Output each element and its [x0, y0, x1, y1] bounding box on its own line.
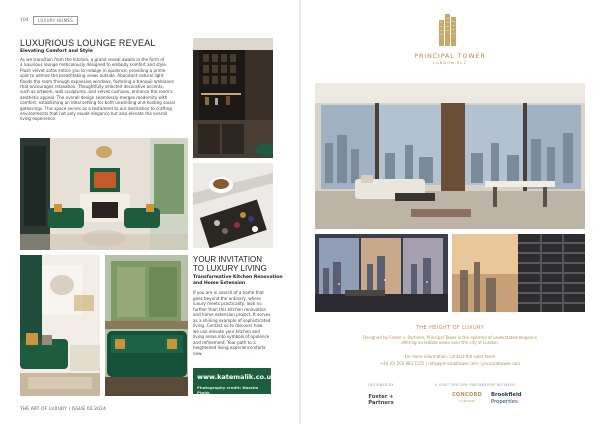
page-footer: THE ART OF LUXURY | ISSUE 02 2024	[20, 407, 107, 412]
body-line: spot to admire the breathtaking views outside. Abundant natural light	[20, 73, 164, 79]
body-line: that encourages relaxation. Thoughtfully selected decorative accents,	[20, 84, 164, 90]
body-line: gatherings. This space serves as a testament to our dedication to crafting	[20, 105, 172, 111]
body-line: Plush velvet sofas entice you to indulge in opulence, providing a prime	[20, 67, 166, 73]
joint-venture-label: A JOINT VENTURE PARTNERSHIP BETWEEN	[434, 383, 516, 387]
article-body	[20, 57, 188, 122]
body-line: If you are in search of a home that	[193, 290, 264, 295]
body-line: environments that not only exude elegance but also elevate the overall	[20, 111, 168, 117]
body-line: and refinement. Your path to a	[193, 339, 256, 345]
body-line: now.	[193, 350, 203, 356]
body-line: such as artwork, wall sculptures, and velvet cushions, enhance the room's	[20, 89, 173, 95]
photo-credit: Photography credit: Nassim Ptahk	[197, 385, 259, 395]
penthouse-hero-photo	[315, 83, 585, 229]
body-line: luxury meets practicality, look no	[193, 301, 262, 306]
body-line: living experience.	[20, 116, 57, 122]
body-line: as a shining example of sophisticated	[193, 317, 271, 323]
brookfield-logo: Brookfield	[491, 392, 522, 398]
brookfield-logo-sub: Properties	[491, 399, 518, 405]
body-line: goes beyond the ordinary, where	[193, 295, 261, 301]
section-tag: LUXURY HOMES	[33, 16, 78, 25]
body-line: and home extension project. It serves	[193, 312, 271, 317]
website-link[interactable]: www.katemalik.co.uk	[197, 373, 276, 381]
body-line: living. Contact us to discover how	[193, 323, 263, 328]
title-line: YOUR INVITATION	[193, 255, 263, 264]
coffee-photo	[193, 163, 273, 248]
designed-by-label: DESIGNED BY	[368, 383, 394, 387]
tower-exterior-photo	[452, 234, 585, 312]
concord-logo-sub: LONDON	[459, 399, 475, 403]
concord-logo: CONCORD	[451, 392, 483, 398]
body-line: aesthetic appeal. The overall design seamlessly merges modernity with	[20, 94, 168, 100]
article-title: LUXURIOUS LOUNGE REVEAL	[20, 38, 156, 48]
designer-logo: Foster + Partners	[368, 394, 394, 406]
desc-line: Designed by Foster + Partners, Principal Tower is the epitome of understated elegance	[363, 335, 537, 340]
body-line: As we transition from the kitchen, a grand reveal awaits in the form of	[20, 57, 165, 62]
article-subtitle: Elevating Comfort and Style	[20, 49, 93, 54]
page-number: 104	[20, 18, 29, 23]
body-line: heightened living experience starts	[193, 345, 266, 350]
lounge-photo	[20, 138, 188, 250]
body-line: a luxurious lounge meticulously designed to embody comfort and style.	[20, 62, 168, 68]
bar-cabinet-photo	[193, 38, 273, 158]
right-heading: THE HEIGHT OF LUXURY	[415, 325, 485, 331]
subtitle-line: Transformative Kitchen Renovation	[193, 275, 283, 280]
brand-location: LONDON EC2	[433, 61, 467, 65]
contact-details[interactable]: +44 (0) 203 883 1555 | info@principaltower.com | principaltower.com	[379, 361, 521, 366]
page-gutter	[299, 0, 301, 424]
body-line: further than this kitchen renovation	[193, 306, 267, 312]
body-line: comfort, establishing an ideal setting for both unwinding and hosting social	[20, 100, 175, 106]
velvet-sofa-photo	[105, 255, 188, 396]
body-line: we can elevate your kitchen and	[193, 328, 260, 334]
title-line: TO LUXURY LIVING	[193, 264, 267, 273]
article2-title	[193, 255, 283, 273]
brand-name: PRINCIPAL TOWER	[414, 52, 486, 60]
twilight-view-photo	[315, 234, 448, 312]
body-line: living areas into symbols of opulence	[193, 334, 270, 339]
right-description	[315, 335, 585, 345]
subtitle-line: and Home Extension	[193, 281, 246, 286]
desc-line: offering incredible views over the city of London.	[401, 340, 499, 345]
article2-subtitle	[193, 275, 293, 287]
principal-tower-logo-icon	[437, 12, 459, 46]
contact-line: For more information, contact the sales team	[404, 354, 496, 359]
living-room-photo	[20, 255, 100, 396]
article2-body	[193, 290, 283, 356]
website-ad-box	[193, 368, 276, 395]
body-line: floods the room through expansive windows, fostering a tranquil ambiance	[20, 78, 174, 84]
